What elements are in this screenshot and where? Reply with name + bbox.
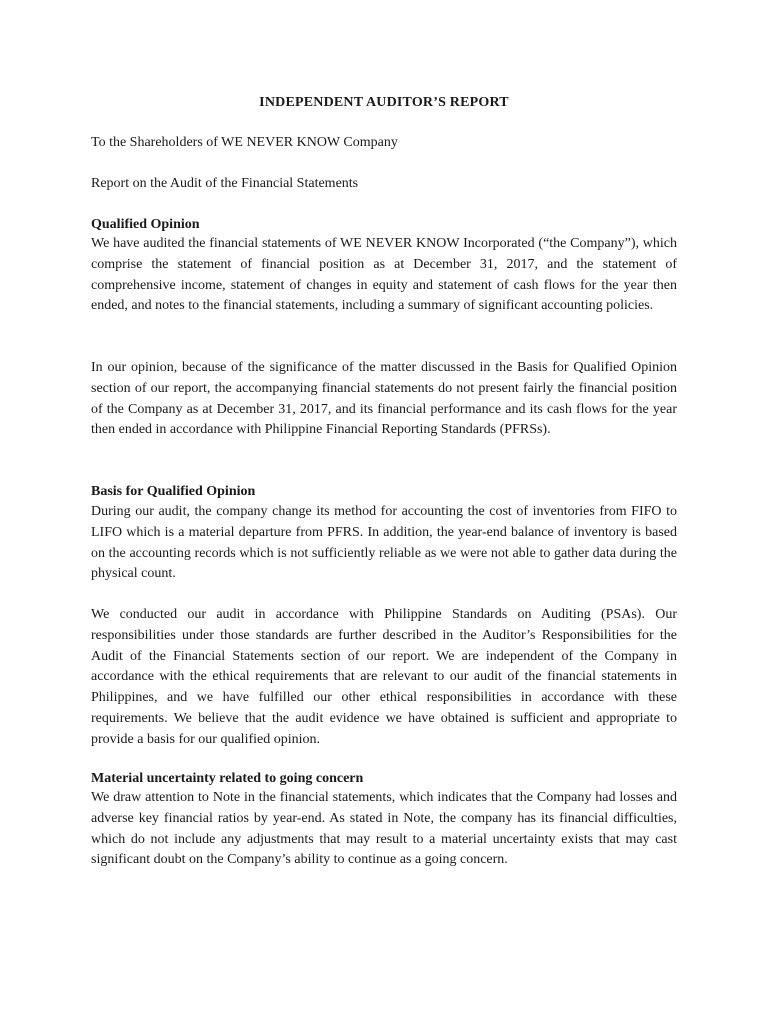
addressee-line: To the Shareholders of WE NEVER KNOW Company	[91, 135, 398, 150]
report-title: INDEPENDENT AUDITOR’S REPORT	[259, 95, 509, 110]
qualified-opinion-paragraph-2: In our opinion, because of the significance of the matter discussed in the Basis for Qualified Opinion section of our report, the accompanying financial statements do not present fairly the financial position of the Company as at December 31, 2017, and its financial performance and its cash flows for the year then ended in accordance with Philippine Financial Reporting Standards (PFRSs).	[91, 360, 677, 438]
qualified-opinion-paragraph-1: We have audited the financial statements of WE NEVER KNOW Incorporated (“the Company”), which comprise the statement of financial position as at December 31, 2017, and the statement of comprehensive income, statement of changes in equity and statement of cash flows for the year then ended, and notes to the financial statements, including a summary of significant accounting policies.	[91, 236, 677, 314]
going-concern-paragraph-1: We draw attention to Note in the financial statements, which indicates that the Company had losses and adverse key financial ratios by year-end. As stated in Note, the company has its financial difficulties, which do not include any adjustments that may result to a material uncertainty exists that may cast significant doubt on the Company’s ability to continue as a going concern.	[91, 790, 677, 868]
report-subtitle: Report on the Audit of the Financial Statements	[91, 176, 359, 191]
basis-paragraph-1: During our audit, the company change its method for accounting the cost of inventories from FIFO to LIFO which is a material departure from PFRS. In addition, the year-end balance of inventory is based on the accounting records which is not sufficiently reliable as we were not able to gather data during the physical count.	[91, 504, 677, 582]
section-heading-going-concern: Material uncertainty related to going concern	[91, 771, 364, 786]
section-heading-qualified-opinion: Qualified Opinion	[91, 217, 200, 232]
basis-paragraph-2: We conducted our audit in accordance with Philippine Standards on Auditing (PSAs). Our responsibilities under those standards are further described in the Auditor’s Responsibilities for the Audit of the Financial Statements section of our report. We are independent of the Company in accordance with the ethical requirements that are relevant to our audit of the financial statements in Philippines, and we have fulfilled our other ethical responsibilities in accordance with these requirements. We believe that the audit evidence we have obtained is sufficient and appropriate to provide a basis for our qualified opinion.	[91, 607, 677, 747]
section-heading-basis-for-qualified-opinion: Basis for Qualified Opinion	[91, 484, 256, 499]
